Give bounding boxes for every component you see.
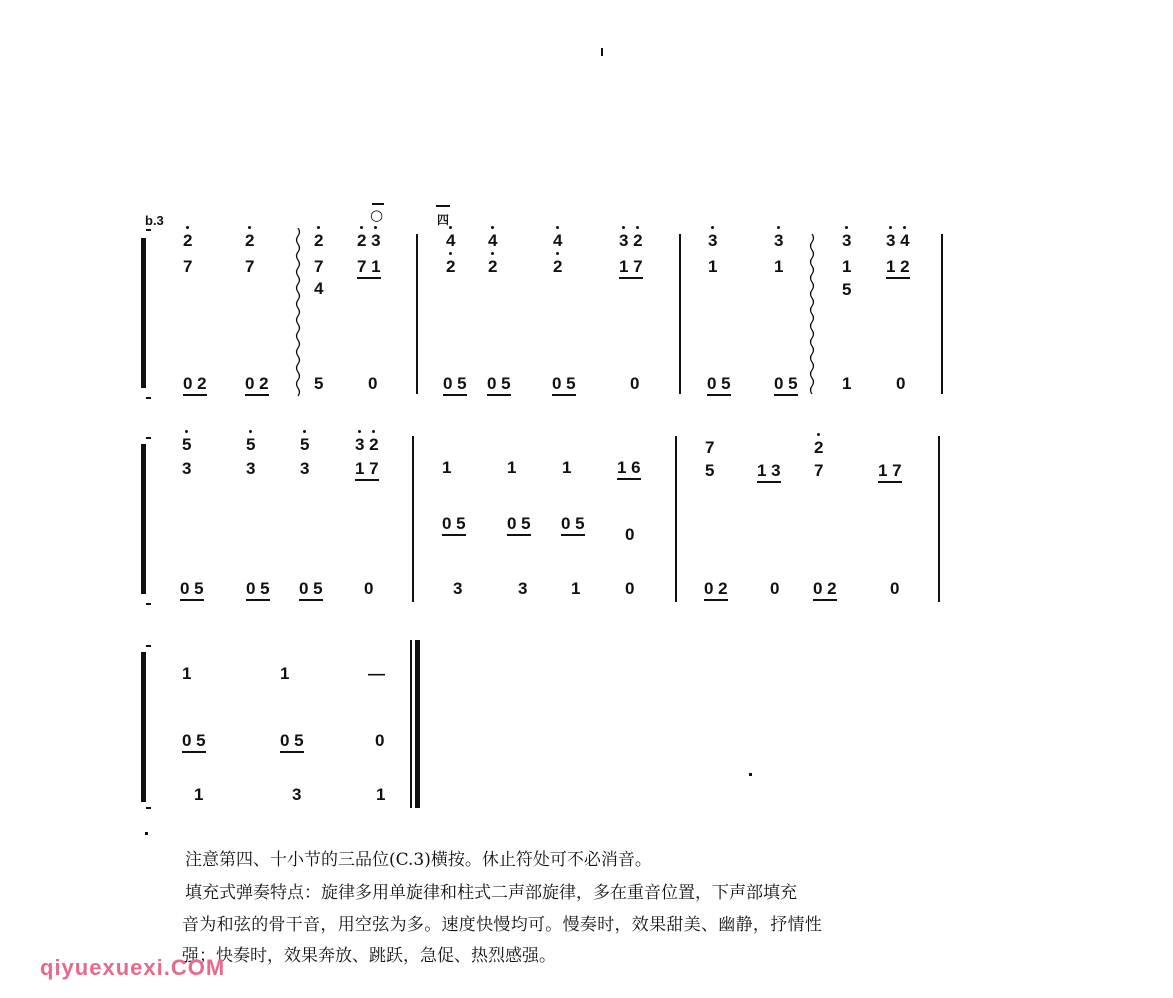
note-glyph: 3 <box>518 579 528 598</box>
note-glyph: 2 <box>183 231 193 250</box>
note-glyph: 3 <box>300 459 310 478</box>
note-glyph: 0 <box>896 374 906 393</box>
note-line-2: 填充式弹奏特点：旋律多用单旋律和柱式二声部旋律，多在重音位置，下声部填充 <box>185 883 797 903</box>
note-line-1: 注意第四、十小节的三品位(C.3)横按。休止符处可不必消音。 <box>185 850 652 870</box>
note-glyph: 5 <box>842 280 852 299</box>
barline <box>675 436 677 602</box>
note-glyph: 1 <box>842 374 852 393</box>
note-glyph: 7 <box>814 461 824 480</box>
note-glyph: 0 2 <box>704 580 728 601</box>
note-glyph: — <box>368 664 385 683</box>
position-mark-four: 四 <box>437 213 450 227</box>
note-glyph: 0 <box>368 374 378 393</box>
note-glyph: 2 3 <box>357 231 381 250</box>
note-glyph: 3 <box>774 231 784 250</box>
brace-hook <box>146 397 151 399</box>
note-glyph: 0 2 <box>245 375 269 396</box>
note-glyph: 4 <box>488 231 498 250</box>
note-glyph: 0 2 <box>813 580 837 601</box>
note-glyph: 1 <box>842 257 852 276</box>
note-glyph: 0 5 <box>182 732 206 753</box>
arpeggio-mark <box>294 228 302 398</box>
note-glyph: 1 2 <box>886 258 910 279</box>
note-glyph: 0 5 <box>707 375 731 396</box>
barline <box>410 640 412 808</box>
note-glyph: 0 5 <box>246 580 270 601</box>
octave-dot <box>556 252 559 255</box>
note-glyph: 1 <box>708 257 718 276</box>
octave-dot <box>374 226 377 229</box>
note-glyph: 1 <box>562 458 572 477</box>
note-glyph: 1 <box>774 257 784 276</box>
note-glyph: 5 <box>300 435 310 454</box>
note-glyph: 0 5 <box>552 375 576 396</box>
note-glyph: 0 <box>770 579 780 598</box>
octave-dot <box>449 226 452 229</box>
note-glyph: 1 <box>182 664 192 683</box>
octave-dot <box>360 226 363 229</box>
note-glyph: 0 5 <box>442 515 466 536</box>
note-glyph: 1 7 <box>355 460 379 481</box>
octave-dot <box>185 430 188 433</box>
octave-dot <box>622 226 625 229</box>
note-glyph: 0 <box>375 731 385 750</box>
note-glyph: 5 <box>246 435 256 454</box>
note-glyph: 0 <box>890 579 900 598</box>
octave-dot <box>889 226 892 229</box>
octave-dot <box>249 430 252 433</box>
system-brace <box>141 238 146 388</box>
stray-mark <box>145 832 148 835</box>
octave-dot <box>903 226 906 229</box>
brace-hook <box>146 603 151 605</box>
note-glyph: 0 <box>364 579 374 598</box>
final-barline <box>415 640 420 808</box>
note-glyph: 1 7 <box>619 258 643 279</box>
note-glyph: 2 <box>488 257 498 276</box>
octave-dot <box>317 226 320 229</box>
note-glyph: 1 <box>571 579 581 598</box>
octave-dot <box>248 226 251 229</box>
note-glyph: 0 5 <box>507 515 531 536</box>
octave-dot <box>303 430 306 433</box>
note-glyph: 3 <box>182 459 192 478</box>
note-glyph: 3 <box>292 785 302 804</box>
barline <box>938 436 940 602</box>
note-glyph: 4 <box>553 231 563 250</box>
note-glyph: 0 5 <box>299 580 323 601</box>
brace-hook <box>146 229 151 231</box>
note-glyph: 2 <box>314 231 324 250</box>
note-glyph: 2 <box>553 257 563 276</box>
note-glyph: 1 <box>507 458 517 477</box>
octave-dot <box>556 226 559 229</box>
system-brace <box>141 444 146 594</box>
note-glyph: 1 6 <box>617 459 641 480</box>
brace-hook <box>146 645 151 647</box>
note-glyph: 7 <box>245 257 255 276</box>
octave-dot <box>711 226 714 229</box>
note-glyph: 0 5 <box>774 375 798 396</box>
octave-dot <box>372 430 375 433</box>
octave-dot <box>491 226 494 229</box>
note-glyph: 0 <box>625 525 635 544</box>
position-overline <box>372 203 384 205</box>
brace-hook <box>146 807 151 809</box>
note-glyph: 2 <box>245 231 255 250</box>
note-glyph: 5 <box>182 435 192 454</box>
system-brace <box>141 652 146 802</box>
barline <box>416 234 418 394</box>
position-mark-circle: ○ <box>370 206 384 224</box>
note-glyph: 0 <box>630 374 640 393</box>
note-glyph: 7 <box>705 438 715 457</box>
note-glyph: 0 5 <box>443 375 467 396</box>
note-glyph: 5 <box>705 461 715 480</box>
note-glyph: 7 <box>314 257 324 276</box>
watermark: qiyuexuexi.COM <box>40 955 226 980</box>
note-glyph: 1 <box>442 458 452 477</box>
note-glyph: 3 4 <box>886 231 910 250</box>
arpeggio-mark <box>808 234 816 398</box>
note-glyph: 3 2 <box>355 435 379 454</box>
position-overline <box>436 205 450 207</box>
note-glyph: 0 5 <box>487 375 511 396</box>
note-line-3: 音为和弦的骨干音，用空弦为多。速度快慢均可。慢奏时，效果甜美、幽静，抒情性 <box>182 915 823 935</box>
note-glyph: 3 <box>246 459 256 478</box>
note-glyph: 1 <box>376 785 386 804</box>
stray-mark <box>749 773 752 776</box>
capo-label: b.3 <box>145 213 164 228</box>
barline <box>941 234 943 394</box>
note-glyph: 0 5 <box>280 732 304 753</box>
octave-dot <box>636 226 639 229</box>
octave-dot <box>845 226 848 229</box>
barline <box>412 436 414 602</box>
octave-dot <box>186 226 189 229</box>
note-glyph: 0 <box>625 579 635 598</box>
octave-dot <box>449 252 452 255</box>
note-glyph: 1 <box>194 785 204 804</box>
note-glyph: 7 1 <box>357 258 381 279</box>
note-glyph: 3 <box>842 231 852 250</box>
note-glyph: 3 <box>453 579 463 598</box>
octave-dot <box>491 252 494 255</box>
brace-hook <box>146 437 151 439</box>
note-glyph: 0 5 <box>561 515 585 536</box>
note-glyph: 1 <box>280 664 290 683</box>
note-glyph: 3 <box>708 231 718 250</box>
note-glyph: 5 <box>314 374 324 393</box>
note-glyph: 3 2 <box>619 231 643 250</box>
note-glyph: 2 <box>446 257 456 276</box>
note-glyph: 4 <box>314 279 324 298</box>
note-glyph: 4 <box>446 231 456 250</box>
note-glyph: 7 <box>183 257 193 276</box>
octave-dot <box>777 226 780 229</box>
note-glyph: 0 5 <box>180 580 204 601</box>
note-glyph: 2 <box>814 438 824 457</box>
stray-mark <box>601 48 603 56</box>
note-glyph: 0 2 <box>183 375 207 396</box>
octave-dot <box>817 433 820 436</box>
note-glyph: 1 7 <box>878 462 902 483</box>
barline <box>679 234 681 394</box>
note-glyph: 1 3 <box>757 462 781 483</box>
octave-dot <box>358 430 361 433</box>
note-line-4: 强；快奏时，效果奔放、跳跃，急促、热烈感强。 <box>182 946 556 966</box>
